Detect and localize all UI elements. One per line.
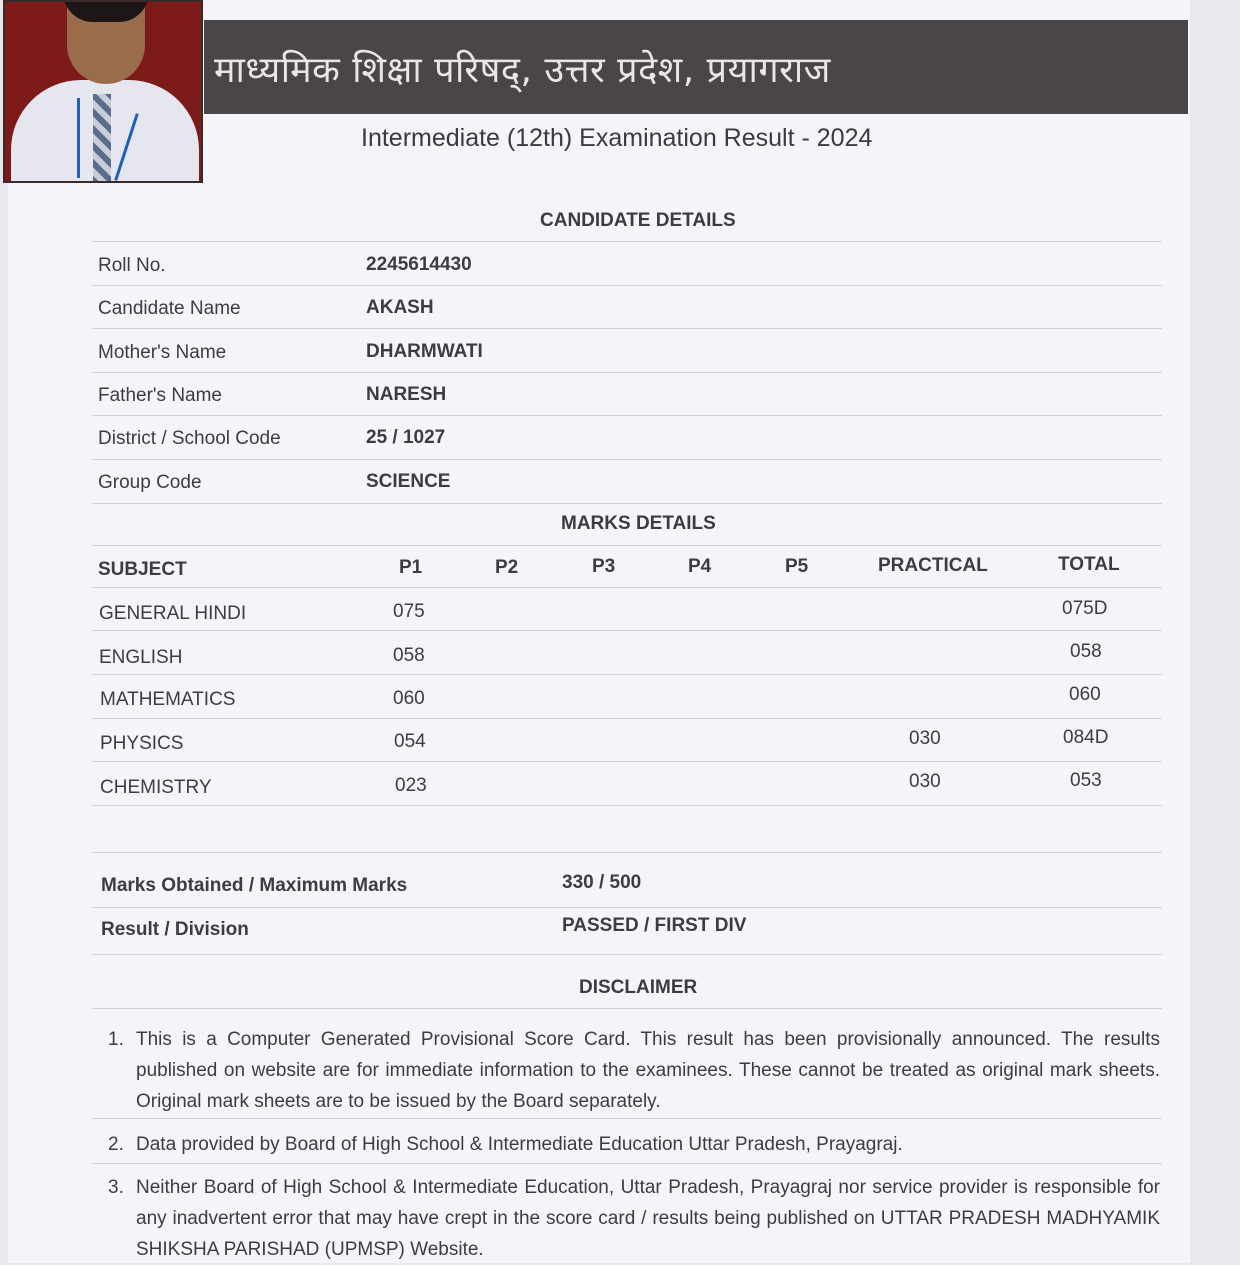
divider — [92, 415, 1162, 416]
total-mark: 060 — [1069, 684, 1101, 705]
disclaimer-item — [108, 1172, 1160, 1263]
candidate-details-title: CANDIDATE DETAILS — [540, 210, 736, 231]
divider — [92, 761, 1162, 762]
total-mark: 058 — [1070, 641, 1102, 662]
col-header-p1: P1 — [399, 557, 423, 578]
p1-mark: 058 — [393, 645, 425, 666]
disclaimer-number: 2. — [108, 1134, 124, 1155]
p1-mark: 060 — [393, 688, 425, 709]
divider — [92, 587, 1162, 588]
father-name-value: NARESH — [366, 384, 447, 405]
divider — [92, 503, 1162, 504]
disclaimer-title: DISCLAIMER — [579, 977, 698, 998]
p1-mark: 075 — [393, 601, 425, 622]
group-code-value: SCIENCE — [366, 471, 451, 492]
marks-obtained-label: Marks Obtained / Maximum Marks — [101, 875, 408, 896]
divider — [92, 630, 1162, 631]
subject-name: MATHEMATICS — [100, 689, 236, 710]
candidate-photo — [3, 0, 203, 183]
divider — [92, 1008, 1162, 1009]
subject-name: PHYSICS — [100, 733, 184, 754]
divider — [92, 372, 1162, 373]
p1-mark: 054 — [394, 731, 426, 752]
board-header-bar — [204, 20, 1188, 114]
result-division-label: Result / Division — [101, 919, 249, 940]
disclaimer-text: Data provided by Board of High School & Intermediate Education Uttar Pradesh, Prayagraj. — [136, 1134, 903, 1155]
divider — [92, 1163, 1162, 1164]
candidate-name-value: AKASH — [366, 297, 434, 318]
candidate-name-label: Candidate Name — [98, 298, 241, 319]
subject-name: CHEMISTRY — [100, 777, 212, 798]
divider — [92, 328, 1162, 329]
board-name-hindi: माध्यमिक शिक्षा परिषद्, उत्तर प्रदेश, प्रयागराज — [214, 50, 831, 91]
p1-mark: 023 — [395, 775, 427, 796]
exam-title: Intermediate (12th) Examination Result - 2024 — [361, 124, 873, 152]
col-header-p5: P5 — [785, 556, 809, 577]
group-code-label: Group Code — [98, 472, 202, 493]
result-division-value: PASSED / FIRST DIV — [562, 915, 747, 936]
col-header-practical: PRACTICAL — [878, 555, 988, 576]
district-school-code-value: 25 / 1027 — [366, 427, 446, 448]
divider — [92, 852, 1162, 853]
practical-mark: 030 — [909, 728, 941, 749]
district-school-code-label: District / School Code — [98, 428, 281, 449]
roll-no-label: Roll No. — [98, 255, 166, 276]
subject-name: GENERAL HINDI — [99, 603, 247, 624]
divider — [92, 954, 1162, 955]
col-header-p2: P2 — [495, 557, 519, 578]
disclaimer-number: 3. — [108, 1177, 124, 1198]
disclaimer-number: 1. — [108, 1029, 124, 1050]
marks-obtained-value: 330 / 500 — [562, 872, 642, 893]
col-header-p3: P3 — [592, 556, 616, 577]
divider — [92, 459, 1162, 460]
total-mark: 053 — [1070, 770, 1102, 791]
divider — [92, 545, 1162, 546]
col-header-total: TOTAL — [1058, 554, 1120, 575]
subject-name: ENGLISH — [99, 647, 183, 668]
disclaimer-text: This is a Computer Generated Provisional Score Card. This result has been provisionally announced. The results published on website are for immediate information to the examinees. These cannot be treated as original mark sheets. Original mark sheets are to be issued by the Board separately. — [136, 1029, 1160, 1112]
total-mark: 084D — [1063, 727, 1109, 748]
divider — [92, 674, 1162, 675]
mother-name-value: DHARMWATI — [366, 341, 483, 362]
disclaimer-item — [108, 1129, 1160, 1161]
divider — [92, 1118, 1162, 1119]
disclaimer-text: Neither Board of High School & Intermediate Education, Uttar Pradesh, Prayagraj nor service provider is responsible for any inadvertent error that may have crept in the score card / results being published on UTTAR PRADESH MADHYAMIK SHIKSHA PARISHAD (UPMSP) Website. — [136, 1177, 1160, 1260]
divider — [92, 285, 1162, 286]
marks-details-title: MARKS DETAILS — [561, 513, 716, 534]
practical-mark: 030 — [909, 771, 941, 792]
divider — [92, 241, 1162, 242]
father-name-label: Father's Name — [98, 385, 223, 406]
col-header-subject: SUBJECT — [98, 559, 187, 580]
disclaimer-item — [108, 1024, 1160, 1114]
total-mark: 075D — [1062, 598, 1108, 619]
divider — [92, 907, 1162, 908]
col-header-p4: P4 — [688, 556, 712, 577]
divider — [92, 805, 1162, 806]
roll-no-value: 2245614430 — [366, 254, 472, 275]
mother-name-label: Mother's Name — [98, 342, 227, 363]
divider — [92, 718, 1162, 719]
